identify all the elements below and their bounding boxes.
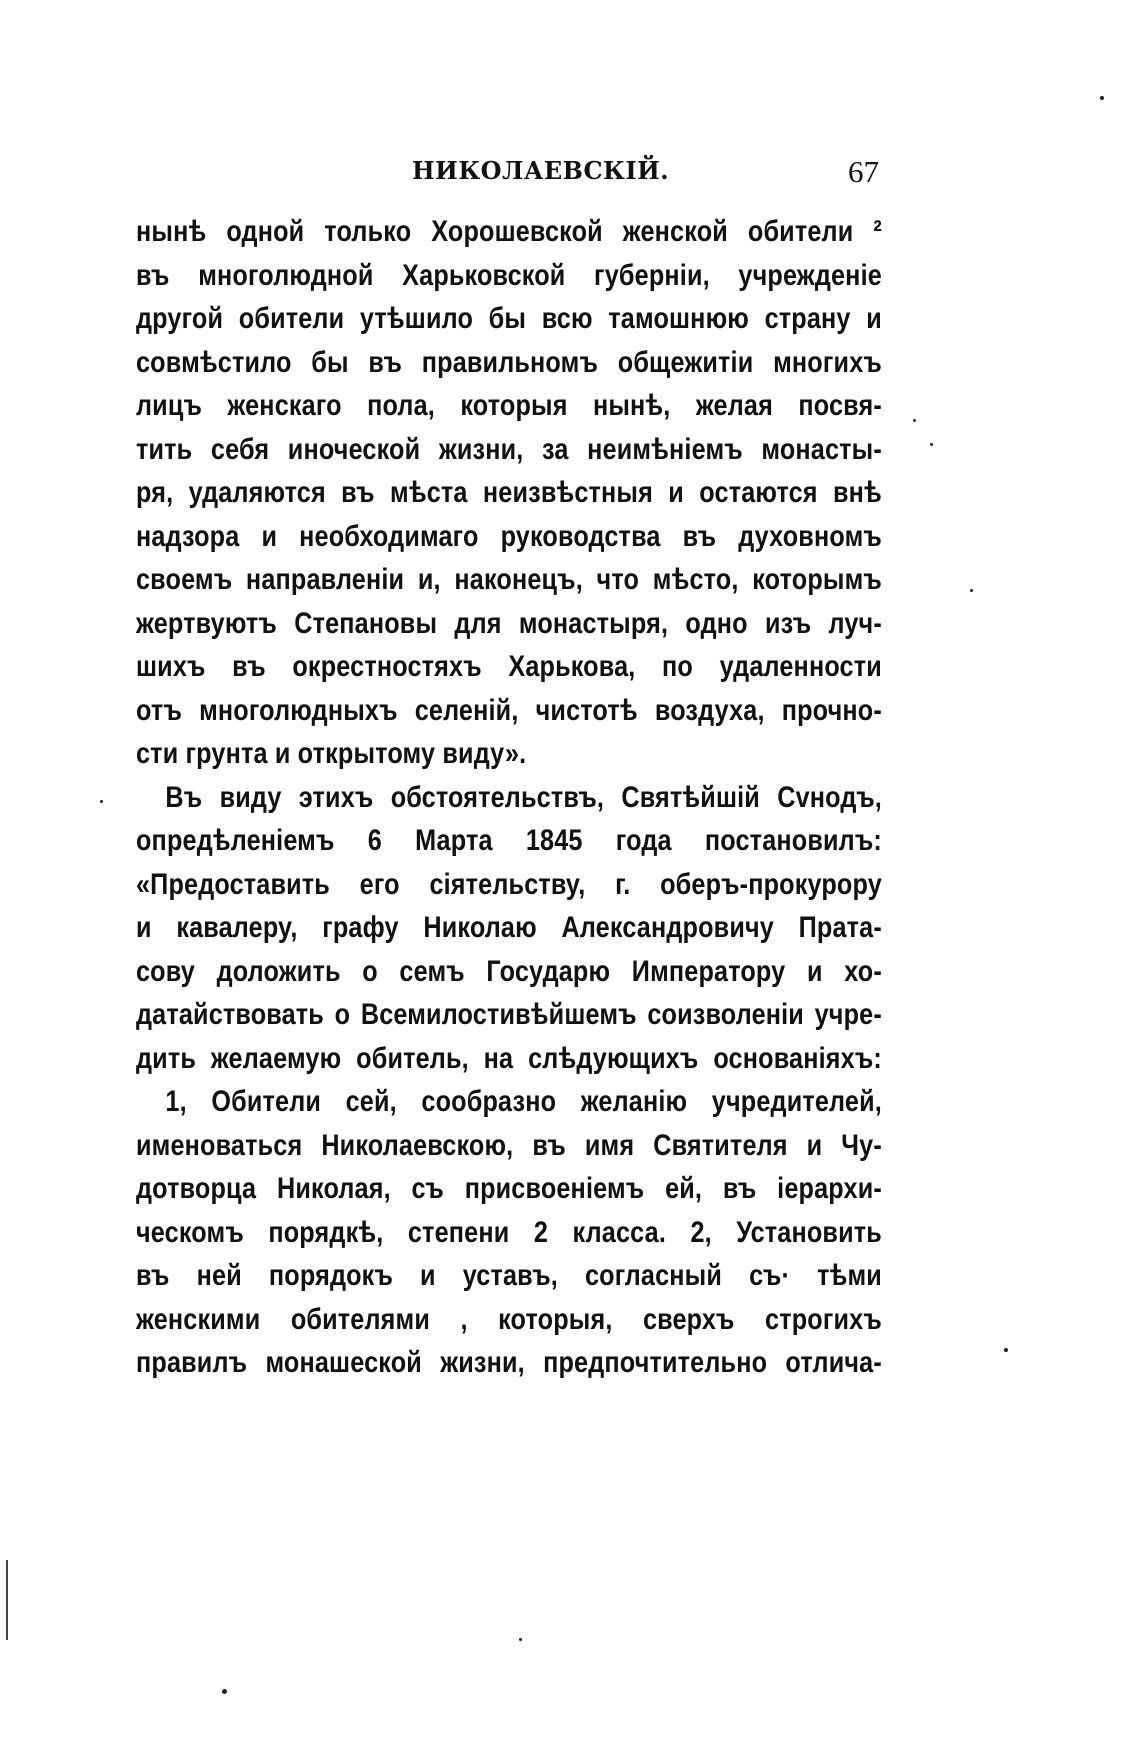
- text-line: жертвуютъ Степановы для монастыря, одно изъ луч-: [136, 606, 882, 640]
- running-title: НИКОЛАЕВСКІЙ.: [412, 156, 670, 185]
- text-line: женскими обителями , которыя, сверхъ строгихъ: [136, 1302, 882, 1336]
- text-line: и кавалеру, графу Николаю Александровичу Прата-: [136, 911, 882, 944]
- text-line: другой обители утѣшило бы всю тамошнюю страну и: [136, 302, 882, 335]
- paragraph-start-line: Въ виду этихъ обстоятельствъ, Святѣйшій Сvнодъ,: [165, 780, 882, 814]
- body-text: [136, 210, 882, 1385]
- text-line: надзора и необходимаго руководства въ духовномъ: [136, 519, 882, 553]
- text-line: датайствовать о Всемилостивѣйшемъ соизволеніи учре-: [136, 998, 882, 1031]
- text-line: шихъ въ окрестностяхъ Харькова, по удаленности: [136, 650, 882, 683]
- text-line: «Предоставить его сіятельству, г. оберъ-прокурору: [136, 867, 882, 901]
- scan-edge-mark: [6, 1560, 8, 1640]
- scan-speck: [970, 589, 973, 592]
- scan-speck: [1100, 96, 1104, 100]
- text-line: своемъ направленіи и, наконецъ, что мѣсто, которымъ: [136, 563, 882, 596]
- text-line: ря, удаляются въ мѣста неизвѣстныя и остаются внѣ: [136, 476, 882, 509]
- text-line: въ ней порядокъ и уставъ, согласный съ· тѣми: [136, 1259, 882, 1292]
- text-line: дотворца Николая, съ присвоеніемъ ей, въ іерархи-: [136, 1172, 882, 1205]
- text-line: ческомъ порядкѣ, степени 2 класса. 2, Установить: [136, 1215, 882, 1249]
- text-line: лицъ женскаго пола, которыя нынѣ, желая посвя-: [136, 389, 882, 422]
- text-line: дить желаемую обитель, на слѣдующихъ основаніяхъ:: [136, 1041, 882, 1075]
- text-line: сти грунта и открытому виду».: [136, 737, 527, 770]
- text-line: въ многолюдной Харьковской губерніи, учрежденіе: [136, 258, 882, 292]
- scan-speck: [930, 443, 933, 446]
- scan-speck: [222, 1689, 227, 1694]
- page-number: 67: [848, 154, 879, 189]
- scan-speck: [519, 1638, 522, 1641]
- scan-speck: [1004, 1348, 1008, 1352]
- scan-speck: [100, 800, 103, 803]
- paragraph-start-line: 1, Обители сей, сообразно желанію учредителей,: [165, 1085, 882, 1118]
- text-line: сову доложить о семъ Государю Императору и хо-: [136, 954, 882, 988]
- text-line: опредѣленіемъ 6 Марта 1845 года постановилъ:: [136, 824, 882, 857]
- text-line: тить себя иноческой жизни, за неимѣніемъ монасты-: [136, 432, 882, 466]
- text-line: именоваться Николаевскою, въ имя Святителя и Чу-: [136, 1128, 882, 1162]
- text-line: совмѣстило бы въ правильномъ общежитіи многихъ: [136, 345, 882, 379]
- text-line: отъ многолюдныхъ селеній, чистотѣ воздуха, прочно-: [136, 693, 882, 727]
- scan-speck: [913, 419, 916, 422]
- text-line: нынѣ одной только Хорошевской женской обители ²: [136, 215, 882, 248]
- text-line: правилъ монашеской жизни, предпочтительно отлича-: [136, 1346, 882, 1379]
